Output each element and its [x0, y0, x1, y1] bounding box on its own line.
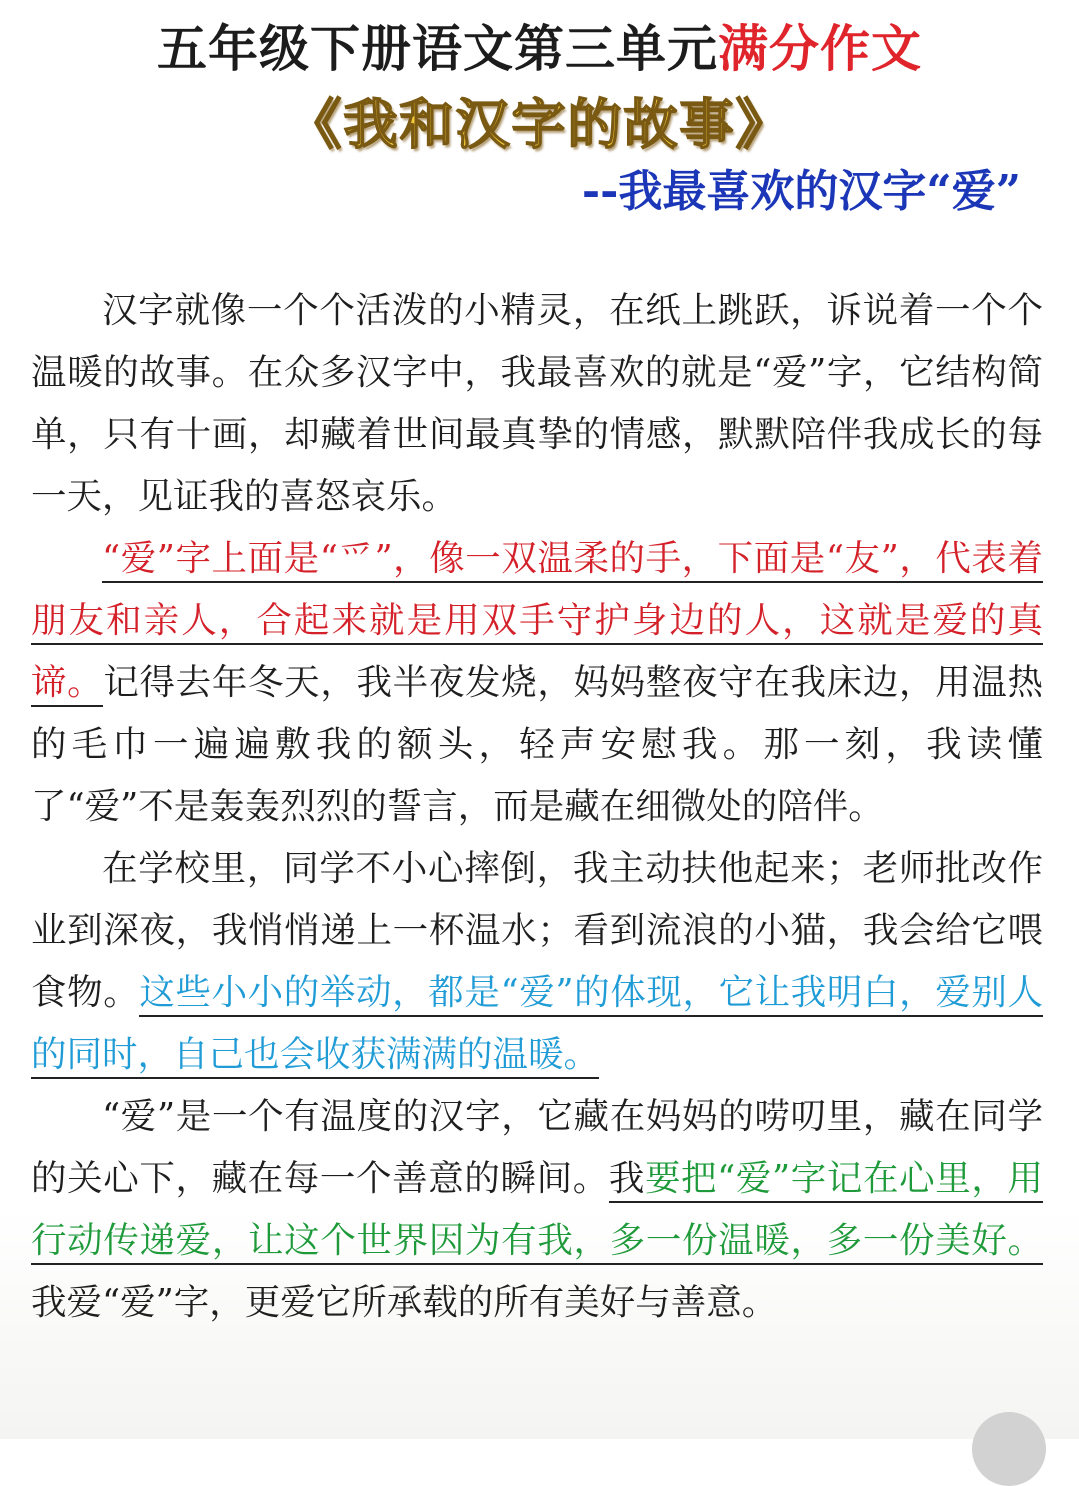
paragraph-3-text: 在学校里，同学不小心摔倒，我主动扶他起来；老师批改作业到深夜，我悄悄递上一杯温水；看到流浪的小猫，我会给它喂食物。: [31, 848, 1043, 1013]
title-highlight: 满分作文: [718, 19, 922, 78]
highlight-green-lead: 我: [608, 1158, 645, 1199]
highlight-red-sentence: “爱”字上面是“爫”，像一双温柔的手，下面是“友”，代表着朋友和亲人，合起来就是用双手守护身边的人，这就是爱的真谛。: [31, 538, 1043, 707]
paragraph-4-ending: 我爱“爱”字，更爱它所承载的所有美好与善意。: [31, 1282, 778, 1323]
highlight-green-text: 要把“爱”字记在心里，用行动传递爱，让这个世界因为有我，多一份温暖，多一份美好。: [31, 1158, 1043, 1261]
essay-body: [31, 280, 1043, 1334]
essay-subtitle: --我最喜欢的汉字“爱”: [581, 166, 1021, 217]
paragraph-1: [31, 280, 1043, 528]
paragraph-4-text: “爱”是一个有温度的汉字，它藏在妈妈的唠叨里，藏在同学的关心下，藏在每一个善意的瞬间。: [31, 1096, 1043, 1199]
paragraph-4: [31, 1086, 1043, 1334]
paragraph-2: [31, 528, 1043, 838]
paragraph-3: [31, 838, 1043, 1086]
header: [0, 0, 1079, 222]
corner-badge[interactable]: [972, 1412, 1046, 1486]
page-title: [0, 12, 1079, 86]
title-prefix: 五年级下册语文第三单元: [157, 19, 718, 78]
essay-title: 《我和汉字的故事》: [287, 92, 792, 156]
highlight-blue-sentence: 这些小小的举动，都是“爱”的体现，它让我明白，爱别人的同时，自己也会收获满满的温暖。: [31, 972, 1043, 1079]
paragraph-2-text: 记得去年冬天，我半夜发烧，妈妈整夜守在我床边，用温热的毛巾一遍遍敷我的额头，轻声安慰我。那一刻，我读懂了“爱”不是轰轰烈烈的誓言，而是藏在细微处的陪伴。: [31, 662, 1043, 827]
paragraph-1-text: 汉字就像一个个活泼的小精灵，在纸上跳跃，诉说着一个个温暖的故事。在众多汉字中，我最喜欢的就是“爱”字，它结构简单，只有十画，却藏着世间最真挚的情感，默默陪伴我成长的每一天，见证我的喜怒哀乐。: [31, 290, 1043, 517]
